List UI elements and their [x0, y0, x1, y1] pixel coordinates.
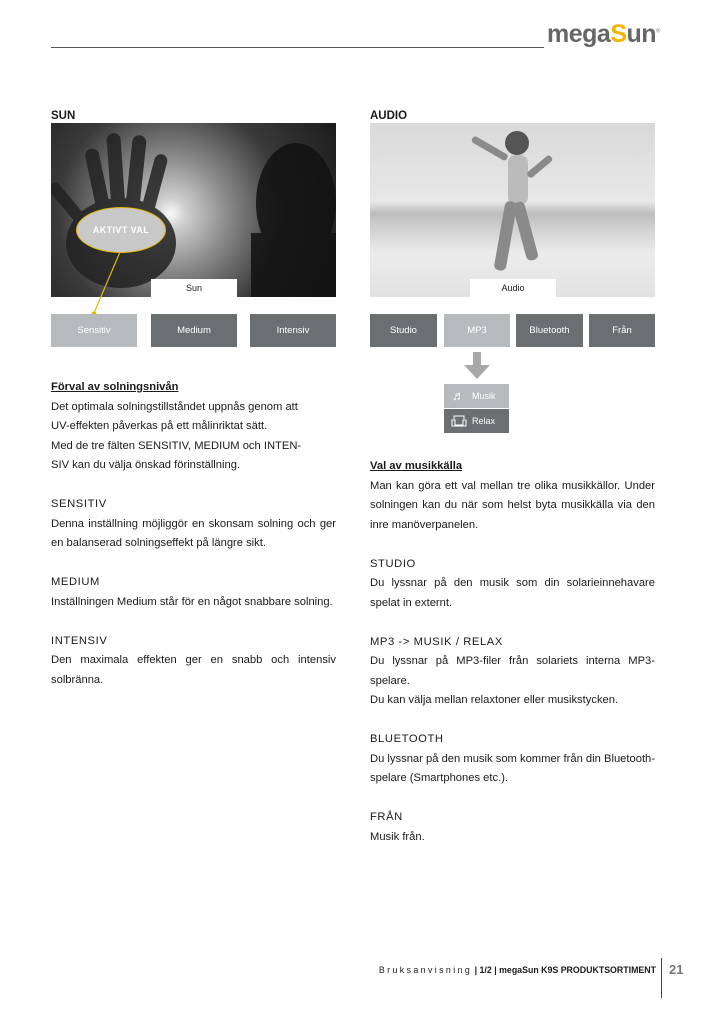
- intro-text: Man kan göra ett val mellan tre olika musikkällor. Under solningen kan du när som helst byta musikkälla via den inre manöverpanelen.: [370, 479, 655, 531]
- intro-line: Det optimala solningstillståndet uppnås genom att: [51, 400, 298, 413]
- relax-button[interactable]: [444, 409, 509, 433]
- section-title: INTENSIV: [51, 634, 108, 647]
- page-number: 21: [669, 962, 684, 977]
- musik-label: Musik: [472, 391, 496, 401]
- footer: [340, 965, 656, 975]
- section-title: STUDIO: [370, 557, 416, 570]
- musik-button[interactable]: [444, 384, 509, 408]
- sun-section-title: SUN: [51, 110, 76, 122]
- section-text: Du kan välja mellan relaxtoner eller musikstycken.: [370, 694, 619, 706]
- section-title: SENSITIV: [51, 498, 107, 510]
- section-text: Musik från.: [370, 830, 425, 843]
- section-text: Du lyssnar på den musik som din solarieinnehavare spelat in externt.: [370, 577, 655, 609]
- armchair-icon: [451, 414, 467, 428]
- section-text: Inställningen Medium står för en något snabbare solning.: [51, 595, 333, 608]
- dancing-woman-figure: [370, 123, 655, 297]
- arrow-down-icon: [464, 352, 490, 380]
- sensitiv-button[interactable]: Sensitiv: [51, 314, 137, 347]
- music-note-icon: ♬: [452, 388, 465, 403]
- megasun-logo: megaSun®: [547, 20, 660, 48]
- footer-doc: Bruksanvisning: [378, 965, 473, 975]
- section-text: Den maximala effekten ger en snabb och intensiv solbränna.: [51, 654, 336, 686]
- sun-heading: Förval av solningsnivån: [51, 381, 179, 393]
- intro-line: SIV kan du välja önskad förinställning.: [51, 459, 241, 471]
- sun-image-label: Sun: [151, 279, 237, 297]
- section-title: BLUETOOTH: [370, 733, 444, 745]
- studio-button[interactable]: Studio: [370, 314, 437, 347]
- sun-description: [51, 378, 336, 690]
- section-text: Du lyssnar på den musik som kommer från din Bluetooth-spelare (Smartphones etc.).: [370, 752, 655, 784]
- footer-part: | 1/2 | megaSun K9S PRODUKTSORTIMENT: [472, 965, 656, 975]
- audio-section-title: AUDIO: [370, 110, 408, 122]
- section-title: MEDIUM: [51, 576, 100, 588]
- intro-line: UV-effekten påverkas på ett målinriktat sätt.: [51, 420, 268, 432]
- active-selection-callout: AKTIVT VAL: [76, 207, 166, 253]
- header-rule: [51, 47, 544, 48]
- section-text: Denna inställning möjliggör en skonsam solning och ger en balanserad solningseffekt på längre sikt.: [51, 517, 336, 549]
- medium-button[interactable]: Medium: [151, 314, 237, 347]
- intensiv-button[interactable]: Intensiv: [250, 314, 336, 347]
- audio-image-label: Audio: [470, 279, 556, 297]
- intro-line: Med de tre fälten SENSITIV, MEDIUM och INTEN-: [51, 439, 302, 452]
- section-title: FRÅN: [370, 811, 403, 823]
- fran-button[interactable]: Från: [589, 314, 655, 347]
- footer-divider: [661, 958, 662, 998]
- bluetooth-button[interactable]: Bluetooth: [516, 314, 583, 347]
- audio-description: [370, 457, 655, 847]
- callout-pointer-line: [88, 250, 128, 320]
- section-title: MP3 -> MUSIK / RELAX: [370, 635, 503, 648]
- audio-photo: [370, 123, 655, 297]
- relax-label: Relax: [472, 416, 496, 426]
- audio-heading: Val av musikkälla: [370, 460, 463, 472]
- mp3-button[interactable]: MP3: [444, 314, 510, 347]
- section-text: Du lyssnar på MP3-filer från solariets interna MP3-spelare.: [370, 655, 655, 687]
